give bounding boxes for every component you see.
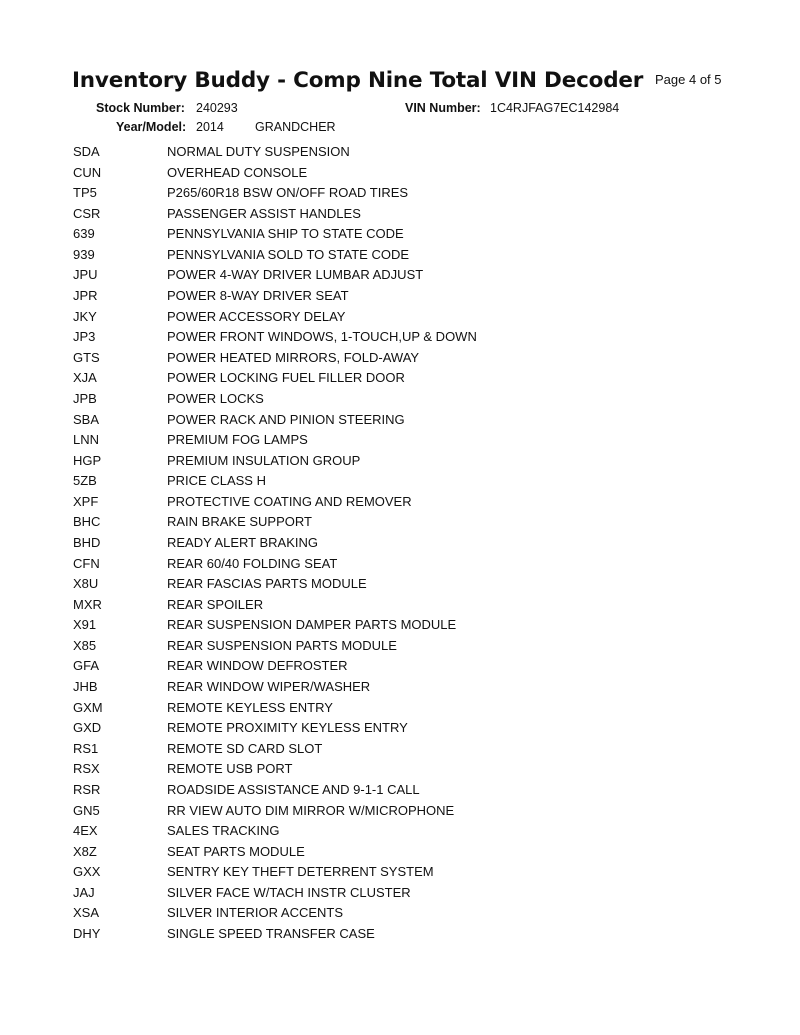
option-code-row bbox=[0, 659, 800, 680]
option-description: PROTECTIVE COATING AND REMOVER bbox=[167, 493, 412, 509]
option-code-list bbox=[0, 145, 800, 948]
option-description: READY ALERT BRAKING bbox=[167, 534, 319, 550]
option-description: REAR WINDOW WIPER/WASHER bbox=[167, 679, 371, 695]
option-code-row bbox=[0, 701, 800, 722]
option-code: X8U bbox=[73, 576, 99, 592]
year-value: 2014 bbox=[196, 120, 224, 134]
option-description: SILVER FACE W/TACH INSTR CLUSTER bbox=[167, 884, 411, 900]
option-code: CUN bbox=[73, 164, 102, 180]
option-description: PREMIUM FOG LAMPS bbox=[167, 432, 308, 448]
option-code: JPR bbox=[73, 288, 98, 304]
option-code-row bbox=[0, 557, 800, 578]
option-code: XSA bbox=[73, 905, 100, 921]
option-code-row bbox=[0, 433, 800, 454]
option-code-row bbox=[0, 577, 800, 598]
option-description: SENTRY KEY THEFT DETERRENT SYSTEM bbox=[167, 864, 434, 880]
option-description: REAR 60/40 FOLDING SEAT bbox=[167, 555, 338, 571]
option-code-row bbox=[0, 721, 800, 742]
option-code-row bbox=[0, 886, 800, 907]
option-code-row bbox=[0, 351, 800, 372]
option-description: POWER LOCKING FUEL FILLER DOOR bbox=[167, 370, 405, 386]
option-description: REMOTE SD CARD SLOT bbox=[167, 740, 323, 756]
option-code: DHY bbox=[73, 925, 101, 941]
option-description: P265/60R18 BSW ON/OFF ROAD TIRES bbox=[167, 185, 409, 201]
option-code: 639 bbox=[73, 226, 95, 242]
option-code: BHC bbox=[73, 514, 101, 530]
option-code-row bbox=[0, 495, 800, 516]
page-number: Page 4 of 5 bbox=[655, 72, 722, 87]
option-description: REMOTE PROXIMITY KEYLESS ENTRY bbox=[167, 720, 408, 736]
option-description: REAR SPOILER bbox=[167, 596, 264, 612]
stock-number-value: 240293 bbox=[196, 101, 238, 115]
option-description: POWER 4-WAY DRIVER LUMBAR ADJUST bbox=[167, 267, 424, 283]
option-description: PRICE CLASS H bbox=[167, 473, 266, 489]
option-code-row bbox=[0, 845, 800, 866]
option-code: HGP bbox=[73, 452, 102, 468]
option-code-row bbox=[0, 145, 800, 166]
option-description: SALES TRACKING bbox=[167, 823, 280, 839]
option-description: POWER HEATED MIRRORS, FOLD-AWAY bbox=[167, 349, 420, 365]
option-code: XJA bbox=[73, 370, 97, 386]
option-code: JP3 bbox=[73, 329, 96, 345]
option-code: RSR bbox=[73, 781, 101, 797]
option-code-row bbox=[0, 783, 800, 804]
option-code: GFA bbox=[73, 658, 100, 674]
option-code: JKY bbox=[73, 308, 97, 324]
option-code-row bbox=[0, 906, 800, 927]
option-description: POWER RACK AND PINION STEERING bbox=[167, 411, 405, 427]
option-code: GXX bbox=[73, 864, 101, 880]
option-code: RS1 bbox=[73, 740, 99, 756]
option-code-row bbox=[0, 804, 800, 825]
option-code-row bbox=[0, 371, 800, 392]
page-title: Inventory Buddy - Comp Nine Total VIN Decoder bbox=[72, 68, 644, 93]
option-code-row bbox=[0, 598, 800, 619]
option-code-row bbox=[0, 392, 800, 413]
option-code: BHD bbox=[73, 534, 101, 550]
option-code-row bbox=[0, 186, 800, 207]
option-code: CSR bbox=[73, 205, 101, 221]
option-code-row bbox=[0, 762, 800, 783]
option-code-row bbox=[0, 824, 800, 845]
option-code-row bbox=[0, 166, 800, 187]
option-code: JPB bbox=[73, 390, 97, 406]
option-code: GXD bbox=[73, 720, 102, 736]
option-code: XPF bbox=[73, 493, 99, 509]
option-description: OVERHEAD CONSOLE bbox=[167, 164, 308, 180]
option-code-row bbox=[0, 310, 800, 331]
vin-number-label: VIN Number: bbox=[405, 101, 481, 115]
option-code: GTS bbox=[73, 349, 100, 365]
option-description: POWER FRONT WINDOWS, 1-TOUCH,UP & DOWN bbox=[167, 329, 477, 345]
option-code-row bbox=[0, 248, 800, 269]
option-code-row bbox=[0, 515, 800, 536]
model-value: GRANDCHER bbox=[255, 120, 336, 134]
option-code-row bbox=[0, 927, 800, 948]
option-code: X85 bbox=[73, 637, 97, 653]
option-description: POWER ACCESSORY DELAY bbox=[167, 308, 346, 324]
option-description: REMOTE KEYLESS ENTRY bbox=[167, 699, 333, 715]
option-description: REAR SUSPENSION DAMPER PARTS MODULE bbox=[167, 617, 457, 633]
option-code: 939 bbox=[73, 246, 95, 262]
option-code-row bbox=[0, 268, 800, 289]
year-model-label: Year/Model: bbox=[116, 120, 187, 134]
option-code-row bbox=[0, 742, 800, 763]
option-code: GXM bbox=[73, 699, 103, 715]
option-description: RR VIEW AUTO DIM MIRROR W/MICROPHONE bbox=[167, 802, 455, 818]
option-code: JPU bbox=[73, 267, 98, 283]
option-code: LNN bbox=[73, 432, 100, 448]
option-code: SBA bbox=[73, 411, 100, 427]
option-code: 4EX bbox=[73, 823, 98, 839]
option-code: X8Z bbox=[73, 843, 97, 859]
option-code-row bbox=[0, 618, 800, 639]
option-code-row bbox=[0, 680, 800, 701]
option-code-row bbox=[0, 454, 800, 475]
option-description: ROADSIDE ASSISTANCE AND 9-1-1 CALL bbox=[167, 781, 420, 797]
option-code: TP5 bbox=[73, 185, 97, 201]
option-code: JAJ bbox=[73, 884, 95, 900]
option-description: SILVER INTERIOR ACCENTS bbox=[167, 905, 344, 921]
option-code-row bbox=[0, 865, 800, 886]
option-code: 5ZB bbox=[73, 473, 97, 489]
option-description: REAR FASCIAS PARTS MODULE bbox=[167, 576, 367, 592]
option-code-row bbox=[0, 536, 800, 557]
option-description: PREMIUM INSULATION GROUP bbox=[167, 452, 361, 468]
option-description: PASSENGER ASSIST HANDLES bbox=[167, 205, 361, 221]
vin-number-value: 1C4RJFAG7EC142984 bbox=[490, 101, 620, 115]
option-code-row bbox=[0, 474, 800, 495]
option-code: GN5 bbox=[73, 802, 100, 818]
option-description: REAR WINDOW DEFROSTER bbox=[167, 658, 348, 674]
option-code: SDA bbox=[73, 144, 100, 159]
option-code: JHB bbox=[73, 679, 98, 695]
option-code: MXR bbox=[73, 596, 102, 612]
option-description: NORMAL DUTY SUSPENSION bbox=[167, 144, 350, 159]
option-code-row bbox=[0, 289, 800, 310]
option-code-row bbox=[0, 207, 800, 228]
option-description: PENNSYLVANIA SOLD TO STATE CODE bbox=[167, 246, 410, 262]
option-description: SEAT PARTS MODULE bbox=[167, 843, 305, 859]
stock-number-label: Stock Number: bbox=[96, 101, 185, 115]
option-code: X91 bbox=[73, 617, 97, 633]
option-description: REMOTE USB PORT bbox=[167, 761, 293, 777]
option-description: PENNSYLVANIA SHIP TO STATE CODE bbox=[167, 226, 404, 242]
option-code-row bbox=[0, 639, 800, 660]
option-code: RSX bbox=[73, 761, 100, 777]
option-description: POWER 8-WAY DRIVER SEAT bbox=[167, 288, 349, 304]
option-description: SINGLE SPEED TRANSFER CASE bbox=[167, 925, 375, 941]
option-description: POWER LOCKS bbox=[167, 390, 264, 406]
option-code-row bbox=[0, 413, 800, 434]
option-code-row bbox=[0, 227, 800, 248]
option-code-row bbox=[0, 330, 800, 351]
option-description: REAR SUSPENSION PARTS MODULE bbox=[167, 637, 397, 653]
option-code: CFN bbox=[73, 555, 100, 571]
option-description: RAIN BRAKE SUPPORT bbox=[167, 514, 312, 530]
